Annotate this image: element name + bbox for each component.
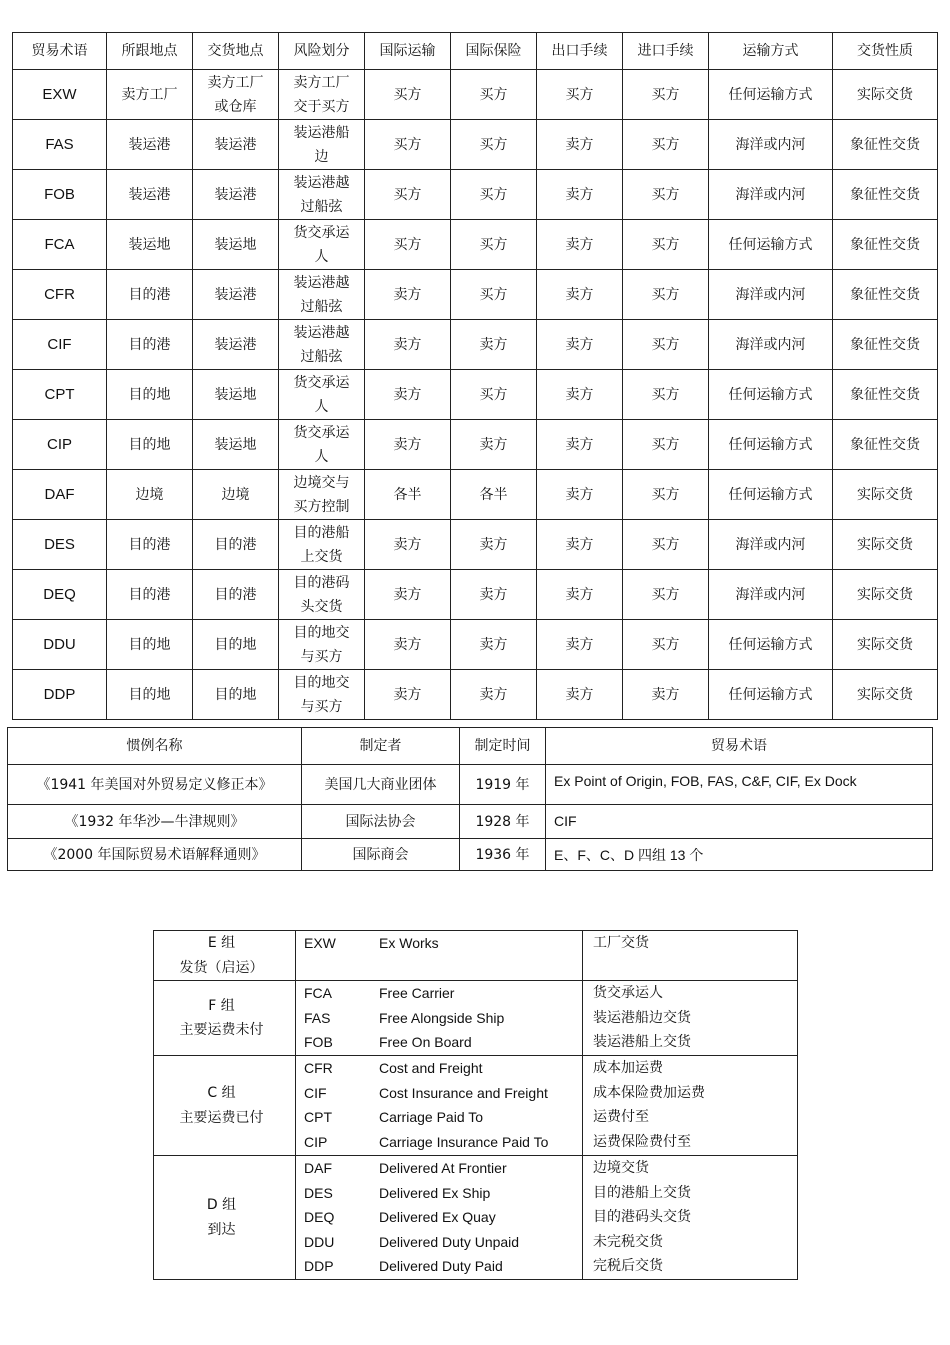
group-row	[154, 981, 798, 1056]
header-cell: 贸易术语	[546, 728, 933, 765]
term-code: DEQ	[13, 570, 107, 620]
list-item	[304, 1006, 582, 1031]
delivery-place: 目的地	[193, 670, 279, 720]
transport-mode: 任何运输方式	[709, 670, 833, 720]
group-desc: 主要运费未付	[179, 1022, 264, 1038]
intl-insurance: 卖方	[451, 420, 537, 470]
intl-insurance: 买方	[451, 70, 537, 120]
convention-maker: 国际商会	[302, 839, 460, 871]
list-item	[304, 1205, 582, 1230]
term-full-name: Carriage Paid To	[379, 1109, 484, 1125]
term-cn-name: 运费付至	[593, 1109, 649, 1125]
intl-transport: 卖方	[365, 520, 451, 570]
origin-place: 目的地	[107, 620, 193, 670]
header-cell: 惯例名称	[8, 728, 302, 765]
group-row	[154, 1056, 798, 1156]
table-row	[13, 670, 938, 720]
header-cell: 运输方式	[709, 33, 833, 70]
risk-transfer: 货交承运人	[279, 220, 365, 270]
table-row	[13, 620, 938, 670]
trade-terms-body	[13, 70, 938, 720]
table-row	[13, 270, 938, 320]
term-code: CPT	[304, 1109, 332, 1125]
import-formalities: 买方	[623, 270, 709, 320]
term-full-name: Delivered Ex Ship	[379, 1184, 491, 1201]
delivery-nature: 象征性交货	[833, 270, 938, 320]
header-cell: 贸易术语	[13, 33, 107, 70]
header-cell: 国际运输	[365, 33, 451, 70]
term-code: FCA	[13, 220, 107, 270]
intl-transport: 买方	[365, 120, 451, 170]
term-code: CIF	[13, 320, 107, 370]
origin-place: 装运港	[107, 120, 193, 170]
intl-transport: 买方	[365, 220, 451, 270]
transport-mode: 海洋或内河	[709, 120, 833, 170]
risk-transfer: 边境交与买方控制	[279, 470, 365, 520]
intl-insurance: 买方	[451, 270, 537, 320]
delivery-place: 边境	[193, 470, 279, 520]
transport-mode: 海洋或内河	[709, 270, 833, 320]
risk-transfer: 装运港越过船弦	[279, 270, 365, 320]
export-formalities: 卖方	[537, 420, 623, 470]
risk-transfer: 目的地交与买方	[279, 670, 365, 720]
export-formalities: 卖方	[537, 220, 623, 270]
delivery-nature: 象征性交货	[833, 420, 938, 470]
term-code: CPT	[13, 370, 107, 420]
import-formalities: 买方	[623, 320, 709, 370]
convention-name: 《1941 年美国对外贸易定义修正本》	[8, 765, 302, 805]
term-full-name: Delivered Duty Paid	[379, 1258, 503, 1274]
delivery-place: 目的港	[193, 520, 279, 570]
intl-insurance: 卖方	[451, 520, 537, 570]
origin-place: 目的地	[107, 670, 193, 720]
table-row	[13, 420, 938, 470]
term-code: CIF	[304, 1084, 327, 1101]
header-cell: 制定者	[302, 728, 460, 765]
transport-mode: 任何运输方式	[709, 420, 833, 470]
list-item	[304, 981, 582, 1006]
term-code: EXW	[13, 70, 107, 120]
delivery-nature: 实际交货	[833, 520, 938, 570]
export-formalities: 卖方	[537, 620, 623, 670]
list-item	[304, 1254, 582, 1279]
export-formalities: 卖方	[537, 120, 623, 170]
group-name: E 组	[207, 935, 236, 951]
table-row	[13, 370, 938, 420]
delivery-nature: 实际交货	[833, 470, 938, 520]
group-terms	[296, 981, 583, 1056]
risk-transfer: 卖方工厂交于买方	[279, 70, 365, 120]
term-code: CFR	[13, 270, 107, 320]
risk-transfer: 货交承运人	[279, 370, 365, 420]
origin-place: 目的港	[107, 570, 193, 620]
export-formalities: 卖方	[537, 570, 623, 620]
convention-terms: CIF	[546, 805, 933, 839]
term-full-name: Delivered Duty Unpaid	[379, 1233, 520, 1250]
export-formalities: 买方	[537, 70, 623, 120]
intl-transport: 卖方	[365, 270, 451, 320]
convention-maker: 美国几大商业团体	[302, 765, 460, 805]
intl-insurance: 买方	[451, 170, 537, 220]
origin-place: 目的港	[107, 520, 193, 570]
import-formalities: 买方	[623, 370, 709, 420]
term-cn-name: 目的港船上交货	[593, 1184, 691, 1201]
import-formalities: 买方	[623, 520, 709, 570]
table-row	[13, 120, 938, 170]
term-code: FAS	[304, 1009, 331, 1026]
intl-transport: 买方	[365, 170, 451, 220]
import-formalities: 买方	[623, 220, 709, 270]
header-cell: 出口手续	[537, 33, 623, 70]
delivery-place: 装运地	[193, 220, 279, 270]
term-code: CFR	[304, 1060, 333, 1076]
origin-place: 装运港	[107, 170, 193, 220]
origin-place: 目的港	[107, 270, 193, 320]
transport-mode: 任何运输方式	[709, 220, 833, 270]
term-code: DES	[13, 520, 107, 570]
list-item	[304, 1030, 582, 1055]
table-row	[13, 470, 938, 520]
intl-transport: 卖方	[365, 420, 451, 470]
export-formalities: 卖方	[537, 670, 623, 720]
term-code: DAF	[304, 1160, 332, 1176]
transport-mode: 海洋或内河	[709, 170, 833, 220]
convention-name: 《1932 年华沙—牛津规则》	[8, 805, 302, 839]
convention-name: 《2000 年国际贸易术语解释通则》	[8, 839, 302, 871]
convention-terms: E、F、C、D 四组 13 个	[546, 839, 933, 871]
delivery-nature: 象征性交货	[833, 370, 938, 420]
term-code: DES	[304, 1184, 333, 1201]
term-cn-name: 装运港船上交货	[593, 1034, 691, 1050]
term-code: DDU	[13, 620, 107, 670]
origin-place: 目的港	[107, 320, 193, 370]
table-row	[8, 805, 933, 839]
convention-terms: Ex Point of Origin, FOB, FAS, C&F, CIF, Ex Dock	[546, 765, 933, 805]
import-formalities: 买方	[623, 170, 709, 220]
term-code: DDP	[13, 670, 107, 720]
intl-transport: 卖方	[365, 670, 451, 720]
delivery-place: 目的地	[193, 620, 279, 670]
intl-insurance: 卖方	[451, 570, 537, 620]
origin-place: 目的地	[107, 370, 193, 420]
intl-insurance: 各半	[451, 470, 537, 520]
list-item	[304, 1230, 582, 1255]
table-row	[13, 520, 938, 570]
group-name: D 组	[206, 1197, 237, 1213]
risk-transfer: 装运港船边	[279, 120, 365, 170]
term-code: DDU	[304, 1233, 335, 1250]
delivery-nature: 实际交货	[833, 620, 938, 670]
intl-transport: 卖方	[365, 320, 451, 370]
group-terms-cn	[583, 981, 798, 1056]
delivery-nature: 象征性交货	[833, 320, 938, 370]
list-item	[304, 931, 582, 956]
intl-insurance: 卖方	[451, 320, 537, 370]
group-terms	[296, 931, 583, 981]
term-cn-name: 成本保险费加运费	[593, 1084, 705, 1101]
group-name: C 组	[207, 1085, 236, 1101]
group-desc: 发货（启运）	[179, 959, 264, 976]
term-cn-name: 装运港船边交货	[593, 1009, 691, 1026]
term-cn-name: 边境交货	[593, 1160, 649, 1176]
term-cn-name: 完税后交货	[593, 1258, 663, 1274]
delivery-nature: 实际交货	[833, 70, 938, 120]
table-row	[13, 170, 938, 220]
group-row	[154, 1156, 798, 1280]
term-code: EXW	[304, 935, 336, 951]
convention-year: 1928 年	[460, 805, 546, 839]
intl-insurance: 买方	[451, 220, 537, 270]
header-cell: 交货地点	[193, 33, 279, 70]
group-terms-cn	[583, 1156, 798, 1280]
term-groups-body	[154, 931, 798, 1280]
term-full-name: Free Alongside Ship	[379, 1009, 505, 1026]
conventions-table	[7, 727, 933, 871]
trade-terms-table	[12, 32, 938, 720]
term-full-name: Delivered Ex Quay	[379, 1209, 496, 1225]
term-code: DAF	[13, 470, 107, 520]
term-code: FCA	[304, 985, 332, 1001]
export-formalities: 卖方	[537, 520, 623, 570]
export-formalities: 卖方	[537, 170, 623, 220]
export-formalities: 卖方	[537, 320, 623, 370]
export-formalities: 卖方	[537, 370, 623, 420]
delivery-place: 装运港	[193, 120, 279, 170]
transport-mode: 海洋或内河	[709, 570, 833, 620]
term-full-name: Ex Works	[379, 935, 439, 951]
header-cell: 交货性质	[833, 33, 938, 70]
intl-transport: 买方	[365, 70, 451, 120]
term-code: FOB	[304, 1034, 333, 1050]
header-cell: 进口手续	[623, 33, 709, 70]
group-desc: 到达	[207, 1221, 236, 1238]
risk-transfer: 装运港越过船弦	[279, 320, 365, 370]
delivery-place: 目的港	[193, 570, 279, 620]
header-cell: 制定时间	[460, 728, 546, 765]
export-formalities: 卖方	[537, 470, 623, 520]
trade-terms-header-row	[13, 33, 938, 70]
transport-mode: 海洋或内河	[709, 320, 833, 370]
origin-place: 卖方工厂	[107, 70, 193, 120]
group-row	[154, 931, 798, 981]
intl-insurance: 卖方	[451, 670, 537, 720]
term-cn-name: 成本加运费	[593, 1060, 663, 1076]
delivery-place: 装运港	[193, 170, 279, 220]
origin-place: 目的地	[107, 420, 193, 470]
list-item	[304, 1130, 582, 1155]
table-row	[13, 70, 938, 120]
import-formalities: 买方	[623, 570, 709, 620]
table-row	[8, 839, 933, 871]
delivery-nature: 象征性交货	[833, 170, 938, 220]
table-row	[13, 220, 938, 270]
delivery-nature: 实际交货	[833, 670, 938, 720]
group-label	[154, 1056, 296, 1156]
term-code: CIP	[13, 420, 107, 470]
convention-year: 1936 年	[460, 839, 546, 871]
risk-transfer: 目的港船上交货	[279, 520, 365, 570]
import-formalities: 买方	[623, 70, 709, 120]
intl-transport: 卖方	[365, 620, 451, 670]
term-code: CIP	[304, 1133, 328, 1150]
origin-place: 边境	[107, 470, 193, 520]
term-full-name: Free Carrier	[379, 985, 455, 1001]
conventions-header-row	[8, 728, 933, 765]
list-item	[304, 1181, 582, 1206]
table-row	[13, 320, 938, 370]
group-terms-cn	[583, 1056, 798, 1156]
delivery-nature: 象征性交货	[833, 220, 938, 270]
origin-place: 装运地	[107, 220, 193, 270]
header-cell: 风险划分	[279, 33, 365, 70]
term-full-name: Carriage Insurance Paid To	[379, 1133, 549, 1150]
convention-year: 1919 年	[460, 765, 546, 805]
transport-mode: 任何运输方式	[709, 70, 833, 120]
import-formalities: 买方	[623, 470, 709, 520]
header-cell: 所跟地点	[107, 33, 193, 70]
list-item	[304, 1081, 582, 1106]
delivery-place: 装运地	[193, 370, 279, 420]
group-desc: 主要运费已付	[179, 1109, 264, 1126]
group-name: F 组	[208, 997, 235, 1014]
intl-insurance: 卖方	[451, 620, 537, 670]
convention-maker: 国际法协会	[302, 805, 460, 839]
header-cell: 国际保险	[451, 33, 537, 70]
term-full-name: Cost Insurance and Freight	[379, 1084, 548, 1101]
intl-insurance: 买方	[451, 120, 537, 170]
group-label	[154, 931, 296, 981]
term-code: FOB	[13, 170, 107, 220]
term-code: FAS	[13, 120, 107, 170]
term-groups-table	[153, 930, 798, 1280]
group-label	[154, 1156, 296, 1280]
import-formalities: 买方	[623, 620, 709, 670]
delivery-place: 装运港	[193, 270, 279, 320]
delivery-place: 装运地	[193, 420, 279, 470]
term-code: DEQ	[304, 1209, 335, 1225]
table-row	[8, 765, 933, 805]
table-row	[13, 570, 938, 620]
intl-transport: 卖方	[365, 370, 451, 420]
risk-transfer: 目的港码头交货	[279, 570, 365, 620]
import-formalities: 买方	[623, 120, 709, 170]
transport-mode: 海洋或内河	[709, 520, 833, 570]
term-cn-name: 未完税交货	[593, 1233, 663, 1250]
term-code: DDP	[304, 1258, 334, 1274]
group-terms-cn	[583, 931, 798, 981]
term-cn-name: 目的港码头交货	[593, 1209, 691, 1225]
transport-mode: 任何运输方式	[709, 470, 833, 520]
list-item	[304, 1105, 582, 1130]
term-full-name: Free On Board	[379, 1034, 472, 1050]
group-terms	[296, 1156, 583, 1280]
term-cn-name: 工厂交货	[593, 935, 649, 951]
intl-transport: 各半	[365, 470, 451, 520]
intl-transport: 卖方	[365, 570, 451, 620]
term-full-name: Cost and Freight	[379, 1060, 483, 1076]
delivery-nature: 象征性交货	[833, 120, 938, 170]
delivery-nature: 实际交货	[833, 570, 938, 620]
delivery-place: 装运港	[193, 320, 279, 370]
transport-mode: 任何运输方式	[709, 620, 833, 670]
group-label	[154, 981, 296, 1056]
risk-transfer: 装运港越过船弦	[279, 170, 365, 220]
risk-transfer: 货交承运人	[279, 420, 365, 470]
risk-transfer: 目的地交与买方	[279, 620, 365, 670]
export-formalities: 卖方	[537, 270, 623, 320]
group-terms	[296, 1056, 583, 1156]
intl-insurance: 买方	[451, 370, 537, 420]
term-cn-name: 运费保险费付至	[593, 1133, 691, 1150]
list-item	[304, 1156, 582, 1181]
term-full-name: Delivered At Frontier	[379, 1160, 507, 1176]
term-cn-name: 货交承运人	[593, 985, 663, 1001]
list-item	[304, 1056, 582, 1081]
import-formalities: 卖方	[623, 670, 709, 720]
delivery-place: 卖方工厂或仓库	[193, 70, 279, 120]
transport-mode: 任何运输方式	[709, 370, 833, 420]
import-formalities: 买方	[623, 420, 709, 470]
